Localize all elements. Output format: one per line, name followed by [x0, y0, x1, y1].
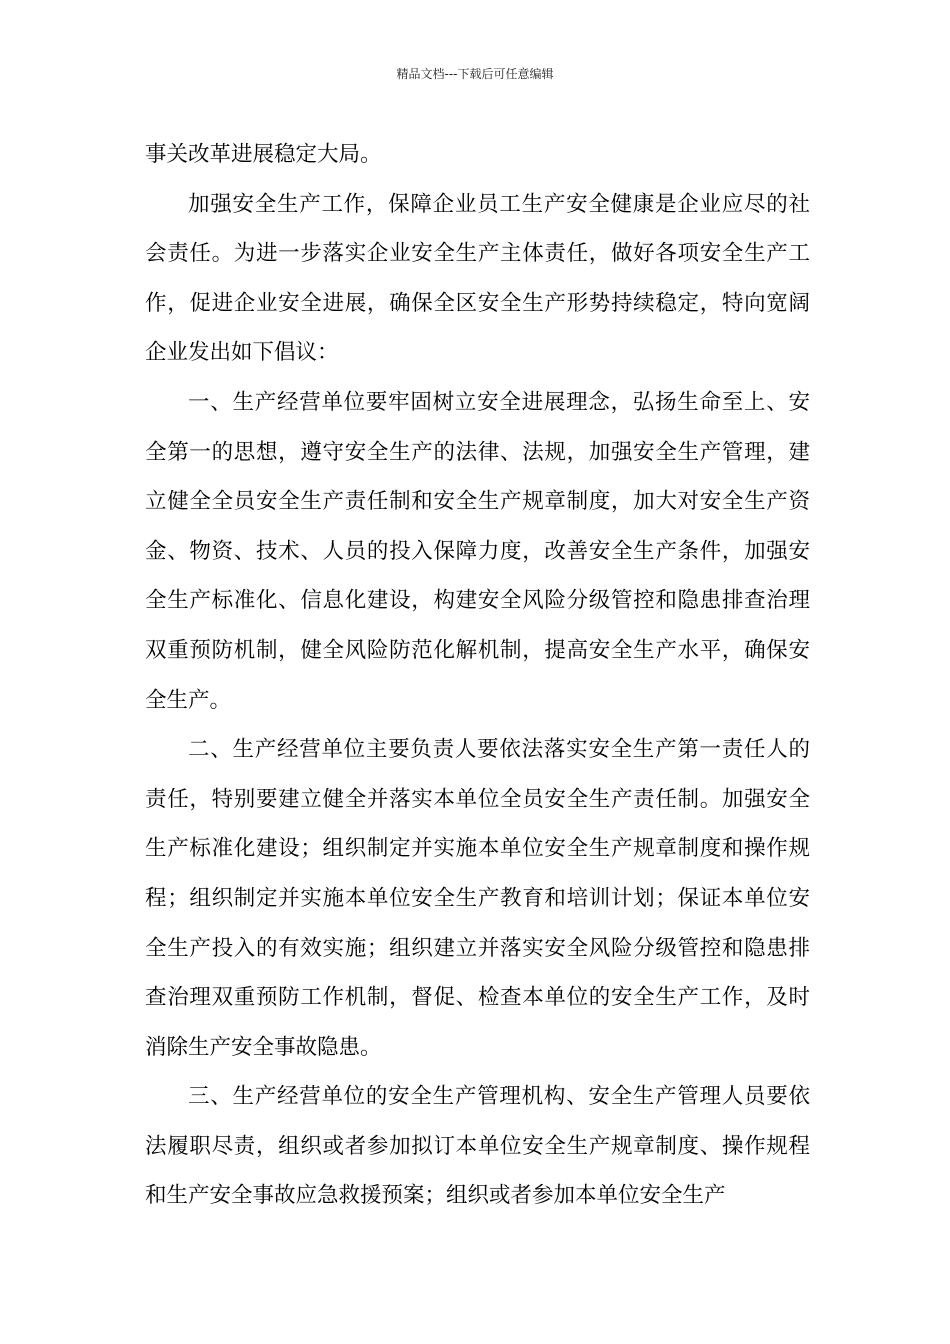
paragraph-continuation: 事关改革进展稳定大局。	[145, 142, 382, 167]
paragraph-item-3: 三、生产经营单位的安全生产管理机构、安全生产管理人员要依法履职尽责，组织或者参加拟订本单位安全生产规章制度、操作规程和生产安全事故应急救援预案；组织或者参加本单位安全生产	[145, 1084, 810, 1209]
paragraph-intro: 加强安全生产工作，保障企业员工生产安全健康是企业应尽的社会责任。为进一步落实企业安全生产主体责任，做好各项安全生产工作，促进企业安全进展，确保全区安全生产形势持续稳定，特向宽阔企业发出如下倡议：	[145, 191, 810, 366]
document-body	[145, 130, 810, 1221]
paragraph-item-2: 二、生产经营单位主要负责人要依法落实安全生产第一责任人的责任，特别要建立健全并落实本单位全员安全生产责任制。加强安全生产标准化建设；组织制定并实施本单位安全生产规章制度和操作规程；组织制定并实施本单位安全生产教育和培训计划；保证本单位安全生产投入的有效实施；组织建立并落实安全风险分级管控和隐患排查治理双重预防工作机制，督促、检查本单位的安全生产工作，及时消除生产安全事故隐患。	[145, 737, 810, 1060]
paragraph-item-1: 一、生产经营单位要牢固树立安全进展理念，弘扬生命至上、安全第一的思想，遵守安全生产的法律、法规，加强安全生产管理，建立健全全员安全生产责任制和安全生产规章制度，加大对安全生产资金、物资、技术、人员的投入保障力度，改善安全生产条件，加强安全生产标准化、信息化建设，构建安全风险分级管控和隐患排查治理双重预防机制，健全风险防范化解机制，提高安全生产水平，确保安全生产。	[145, 389, 810, 713]
page-header: 精品文档---下载后可任意编辑	[396, 67, 554, 81]
